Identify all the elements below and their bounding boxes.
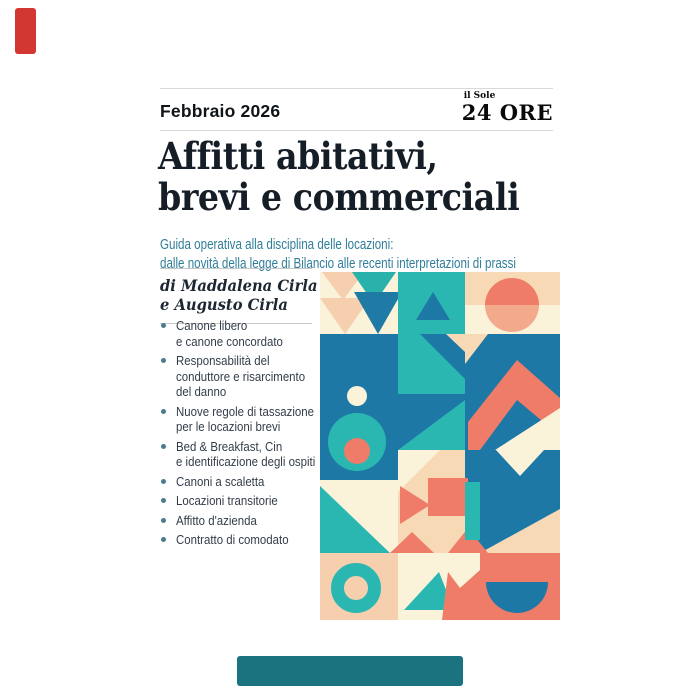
topic-item [161, 353, 341, 400]
red-accent-bar [15, 8, 36, 54]
topic-item [161, 474, 341, 490]
sole24ore-logo [462, 92, 553, 123]
bullet-dot-icon [161, 537, 166, 542]
topic-text: Canoni a scaletta [176, 473, 265, 489]
topic-item [161, 493, 341, 509]
cover-title [158, 136, 519, 218]
issue-date: Febbraio 2026 [160, 101, 281, 121]
topic-item [161, 439, 341, 470]
subtitle-line-1: Guida operativa alla disciplina delle locazioni: [160, 237, 394, 253]
topic-item [161, 513, 341, 529]
topic-text: Nuove regole di tassazione per le locazioni brevi [176, 403, 315, 434]
title-line-1: Affitti abitativi, [158, 134, 438, 178]
topic-text: Affitto d'azienda [176, 512, 257, 528]
bottom-teal-bar [237, 656, 463, 686]
topic-item [161, 404, 341, 435]
author-block [160, 268, 318, 324]
bullet-dot-icon [161, 479, 166, 484]
bullet-dot-icon [161, 409, 166, 414]
topic-text: Contratto di comodato [176, 532, 289, 547]
bullet-dot-icon [161, 518, 166, 523]
title-line-2: brevi e commerciali [158, 175, 520, 219]
geometric-pattern-illustration [320, 272, 560, 620]
author-line-2: e Augusto Cirla [160, 295, 288, 314]
topic-text: Bed & Breakfast, Cin e identificazione degli ospiti [176, 438, 316, 469]
topic-text: Canone libero e canone concordato [176, 318, 283, 349]
topic-item [161, 532, 341, 548]
subtitle-line-2: dalle novità della legge di Bilancio alle recenti interpretazioni di prassi [160, 256, 516, 272]
bullet-dot-icon [161, 323, 166, 328]
topic-item [161, 318, 341, 349]
topics-list [161, 318, 341, 552]
logo-text-main: 24 ORE [461, 100, 553, 125]
bullet-dot-icon [161, 444, 166, 449]
header-bottom-divider [160, 130, 553, 131]
logo-text-small: il Sole [463, 91, 496, 101]
bullet-dot-icon [161, 358, 166, 363]
header-top-divider [160, 88, 553, 89]
topic-text: Locazioni transitorie [176, 493, 278, 508]
bullet-dot-icon [161, 498, 166, 503]
cover-header [160, 92, 553, 123]
topic-text: Responsabilità del conduttore e risarcimento del danno [176, 353, 306, 399]
author-line-1: di Maddalena Cirla [160, 276, 318, 295]
